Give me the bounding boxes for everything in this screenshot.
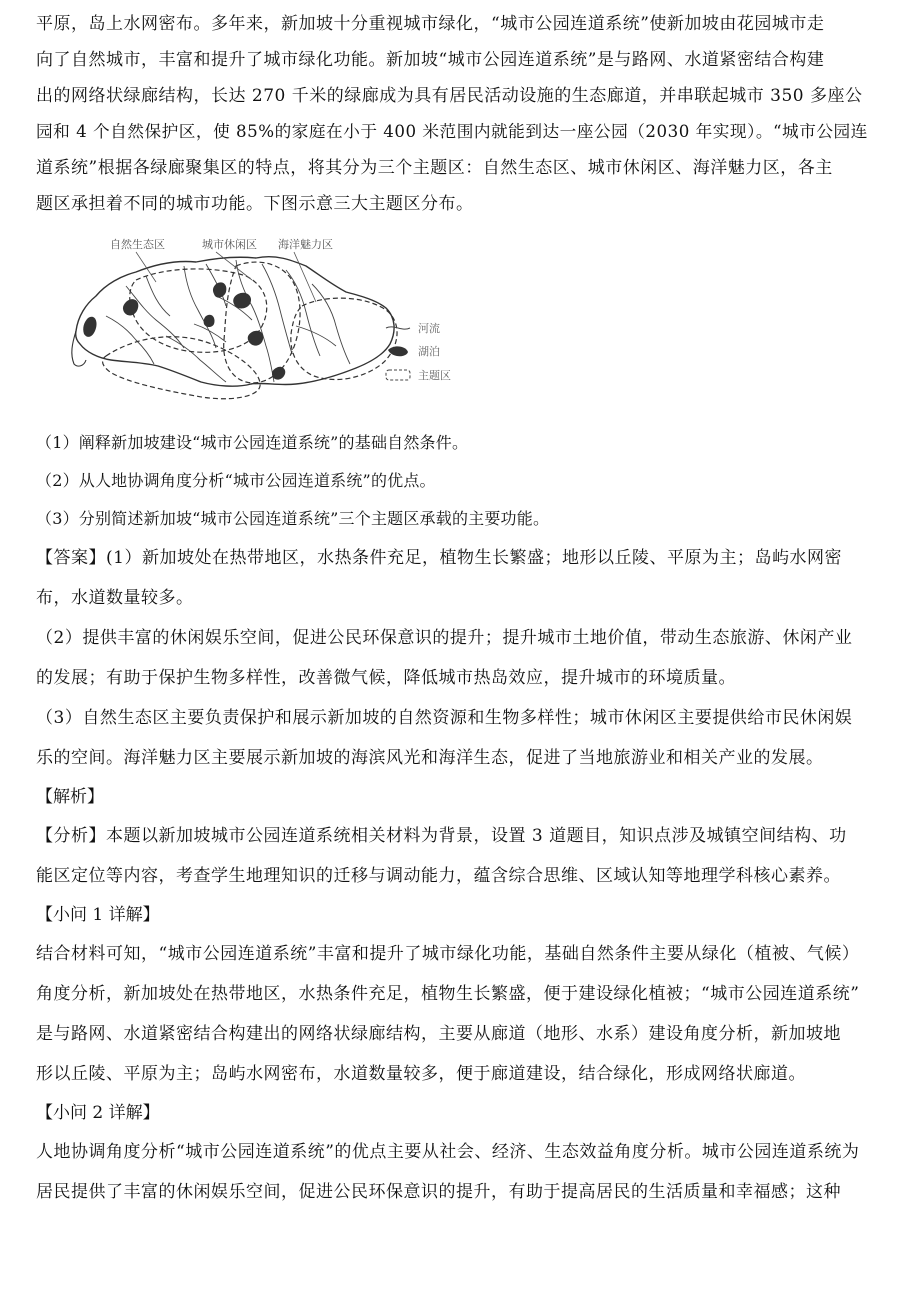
island-outline [76, 257, 394, 386]
zone-label-nature: 自然生态区 [110, 238, 165, 251]
q2-detail-heading: 【小问 2 详解】 [36, 1103, 160, 1123]
explanation-heading: 【解析】 [36, 787, 104, 807]
zone-label-leisure: 城市休闲区 [202, 238, 257, 251]
q1-line: 结合材料可知，“城市公园连道系统”丰富和提升了城市绿化功能，基础自然条件主要从绿化（植被、气候） [36, 944, 860, 964]
question-3: （3）分别简述新加坡“城市公园连道系统”三个主题区承载的主要功能。 [36, 509, 550, 528]
question-list [36, 424, 872, 538]
q1-detail-heading: 【小问 1 详解】 [36, 905, 160, 925]
q1-line: 角度分析，新加坡处在热带地区，水热条件充足，植物生长繁盛，便于建设绿化植被；“城市公园连道系统” [36, 984, 860, 1004]
legend-zone: 主题区 [418, 369, 451, 382]
text-line: 向了自然城市，丰富和提升了城市绿化功能。新加坡“城市公园连道系统”是与路网、水道紧密结合构建 [36, 50, 825, 70]
analysis-line: 【分析】本题以新加坡城市公园连道系统相关材料为背景，设置 3 道题目，知识点涉及城镇空间结构、功 [36, 826, 847, 846]
text-line: 道系统”根据各绿廊聚集区的特点，将其分为三个主题区：自然生态区、城市休闲区、海洋魅力区，各主 [36, 158, 833, 178]
zone-legend-icon [386, 370, 410, 380]
answer-line: 乐的空间。海洋魅力区主要展示新加坡的海滨风光和海洋生态，促进了当地旅游业和相关产业的发展。 [36, 748, 824, 768]
lake-shapes [83, 282, 285, 379]
singapore-map-figure [66, 236, 506, 418]
answer-line: 的发展；有助于保护生物多样性，改善微气候，降低城市热岛效应，提升城市的环境质量。 [36, 668, 736, 688]
answer-line: （2）提供丰富的休闲娱乐空间，促进公民环保意识的提升；提升城市土地价值，带动生态旅游、休闲产业 [36, 628, 853, 648]
theme-zone-map [36, 236, 872, 418]
analysis-line: 能区定位等内容，考查学生地理知识的迁移与调动能力，蕴含综合思维、区域认知等地理学科核心素养。 [36, 866, 841, 886]
map-legend [386, 321, 451, 382]
answer-section [36, 538, 872, 778]
text-line: 园和 4 个自然保护区，使 85%的家庭在小于 400 米范围内就能到达一座公园（2030 年实现）。“城市公园连 [36, 122, 868, 141]
question-1: （1）阐释新加坡建设“城市公园连道系统”的基础自然条件。 [36, 433, 469, 452]
q1-line: 形以丘陵、平原为主；岛屿水网密布，水道数量较多，便于廊道建设，结合绿化，形成网络状廊道。 [36, 1064, 806, 1084]
q1-line: 是与路网、水道紧密结合构建出的网络状绿廊结构，主要从廊道（地形、水系）建设角度分析，新加坡地 [36, 1024, 841, 1044]
text-line: 平原，岛上水网密布。多年来，新加坡十分重视城市绿化，“城市公园连道系统”使新加坡由花园城市走 [36, 14, 825, 34]
answer-line: 布，水道数量较多。 [36, 588, 194, 608]
question-2: （2）从人地协调角度分析“城市公园连道系统”的优点。 [36, 471, 436, 490]
q1-detail-section [36, 934, 872, 1094]
analysis-section [36, 816, 872, 896]
legend-lake: 湖泊 [418, 345, 440, 358]
text-line: 题区承担着不同的城市功能。下图示意三大主题区分布。 [36, 194, 474, 214]
answer-line: 【答案】(1）新加坡处在热带地区，水热条件充足，植物生长繁盛；地形以丘陵、平原为主；岛屿水网密 [36, 548, 842, 568]
lake-legend-icon [388, 346, 408, 356]
legend-river: 河流 [418, 322, 440, 335]
q2-line: 人地协调角度分析“城市公园连道系统”的优点主要从社会、经济、生态效益角度分析。城市公园连道系统为 [36, 1142, 860, 1162]
answer-line: （3）自然生态区主要负责保护和展示新加坡的自然资源和生物多样性；城市休闲区主要提供给市民休闲娱 [36, 708, 853, 728]
document-page [36, 6, 872, 1212]
theme-zone-outlines [103, 262, 398, 399]
text-line: 出的网络状绿廊结构，长达 270 千米的绿廊成为具有居民活动设施的生态廊道，并串联起城市 350 多座公 [36, 86, 863, 106]
intro-paragraph [36, 6, 872, 222]
zone-label-ocean: 海洋魅力区 [278, 238, 333, 251]
q2-line: 居民提供了丰富的休闲娱乐空间，促进公民环保意识的提升，有助于提高居民的生活质量和幸福感；这种 [36, 1182, 841, 1202]
q2-detail-section [36, 1132, 872, 1212]
river-legend-icon [386, 327, 410, 329]
